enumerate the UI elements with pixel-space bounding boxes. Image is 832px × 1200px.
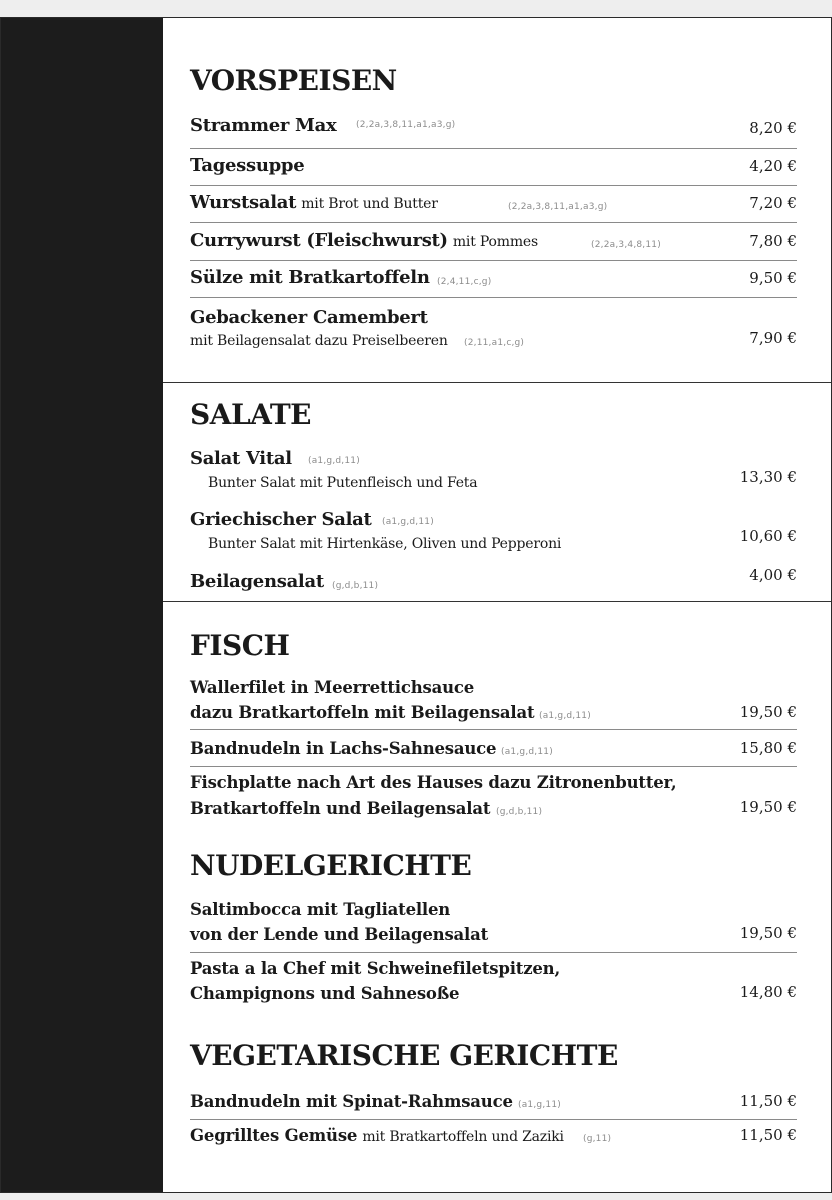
item-allergens: (a1,g,d,11) [308,456,360,466]
item-price: 19,50 € [739,703,797,721]
item-name-line1: Fischplatte nach Art des Hauses dazu Zitronenbutter, [190,773,677,792]
item-name-line1: Saltimbocca mit Tagliatellen [190,900,451,919]
item-description: mit Brot und Butter [301,196,438,212]
item-price: 9,50 € [749,269,797,287]
item-description: mit Pommes [452,234,538,250]
left-black-bar [1,18,163,1192]
section-heading-fisch: FISCH [190,629,290,662]
item-allergens: (a1,g,d,11) [382,517,434,527]
item-name: Tagessuppe [190,155,305,176]
item-allergens: (2,2a,3,8,11,a1,a3,g) [508,202,608,212]
item-allergens: (a1,g,d,11) [501,747,553,757]
item-price: 13,30 € [739,468,797,486]
item-allergens: (a1,g,11) [518,1100,561,1110]
item-allergens: (g,d,b,11) [496,807,543,817]
item-name-line1: Pasta a la Chef mit Schweinefiletspitzen, [190,959,561,978]
item-price: 10,60 € [739,527,797,545]
item-price: 15,80 € [739,739,797,757]
item-price: 4,20 € [749,157,797,175]
item-price: 7,90 € [749,329,797,347]
item-allergens: (2,2a,3,4,8,11) [591,240,661,250]
item-allergens: (2,11,a1,c,g) [464,338,525,348]
item-price: 7,20 € [749,194,797,212]
menu-item-strammer-max [190,115,797,149]
menu-item-beilagensalat [190,566,797,599]
menu-item-bandnudeln-lachs [190,739,797,767]
item-description: Bunter Salat mit Putenfleisch und Feta [208,475,478,491]
menu-item-tagessuppe [190,155,797,186]
section-heading-vegetarisch: VEGETARISCHE GERICHTE [190,1039,618,1072]
menu-item-suelze [190,267,797,298]
item-description: mit Beilagensalat dazu Preiselbeeren [190,333,448,349]
item-name: Bandnudeln mit Spinat-Rahmsauce [190,1092,513,1111]
item-name-line2: von der Lende und Beilagensalat [190,925,489,944]
item-allergens: (2,2a,3,8,11,a1,a3,g) [356,120,456,130]
item-name: Salat Vital [190,448,292,469]
menu-item-gegrilltes-gemuese [190,1126,797,1153]
item-name-line1: Wallerfilet in Meerrettichsauce [190,678,475,697]
menu-item-salat-vital [190,448,797,498]
menu-page [0,17,832,1193]
item-description: mit Bratkartoffeln und Zaziki [362,1129,564,1145]
item-price: 11,50 € [739,1126,797,1144]
item-name: Bandnudeln in Lachs-Sahnesauce [190,739,497,758]
item-name-line2: Bratkartoffeln und Beilagensalat [190,799,491,818]
section-divider [163,601,831,602]
item-name: Gegrilltes Gemüse [190,1126,358,1145]
item-name: Wurstsalat [190,192,297,213]
item-price: 8,20 € [749,119,797,137]
item-allergens: (g,11) [583,1134,612,1144]
item-description: Bunter Salat mit Hirtenkäse, Oliven und Pepperoni [208,536,562,552]
item-allergens: (2,4,11,c,g) [437,277,492,287]
menu-item-saltimbocca [190,900,797,953]
section-divider [163,382,831,383]
item-name: Griechischer Salat [190,509,372,530]
item-name: Gebackener Camembert [190,307,428,328]
menu-item-wurstsalat [190,192,797,223]
item-name: Currywurst (Fleischwurst) [190,230,448,251]
menu-item-pasta-a-la-chef [190,959,797,1011]
section-heading-nudelgerichte: NUDELGERICHTE [190,849,472,882]
item-allergens: (g,d,b,11) [332,581,379,591]
item-price: 14,80 € [739,983,797,1001]
item-price: 19,50 € [739,924,797,942]
item-price: 7,80 € [749,232,797,250]
section-heading-salate: SALATE [190,398,312,431]
item-name-line2: Champignons und Sahnesoße [190,984,460,1003]
item-price: 19,50 € [739,798,797,816]
section-heading-vorspeisen: VORSPEISEN [190,64,397,97]
menu-item-wallerfilet [190,678,797,730]
menu-item-bandnudeln-spinat [190,1092,797,1120]
item-price: 11,50 € [739,1092,797,1110]
item-name: Beilagensalat [190,571,324,592]
item-name: Sülze mit Bratkartoffeln [190,267,430,288]
item-name: Strammer Max [190,115,337,136]
menu-item-fischplatte [190,773,797,825]
menu-item-griechischer-salat [190,509,797,559]
item-allergens: (a1,g,d,11) [539,711,591,721]
item-name-line2: dazu Bratkartoffeln mit Beilagensalat [190,703,535,722]
menu-item-currywurst [190,230,797,261]
item-price: 4,00 € [749,566,797,584]
menu-item-camembert [190,307,797,357]
